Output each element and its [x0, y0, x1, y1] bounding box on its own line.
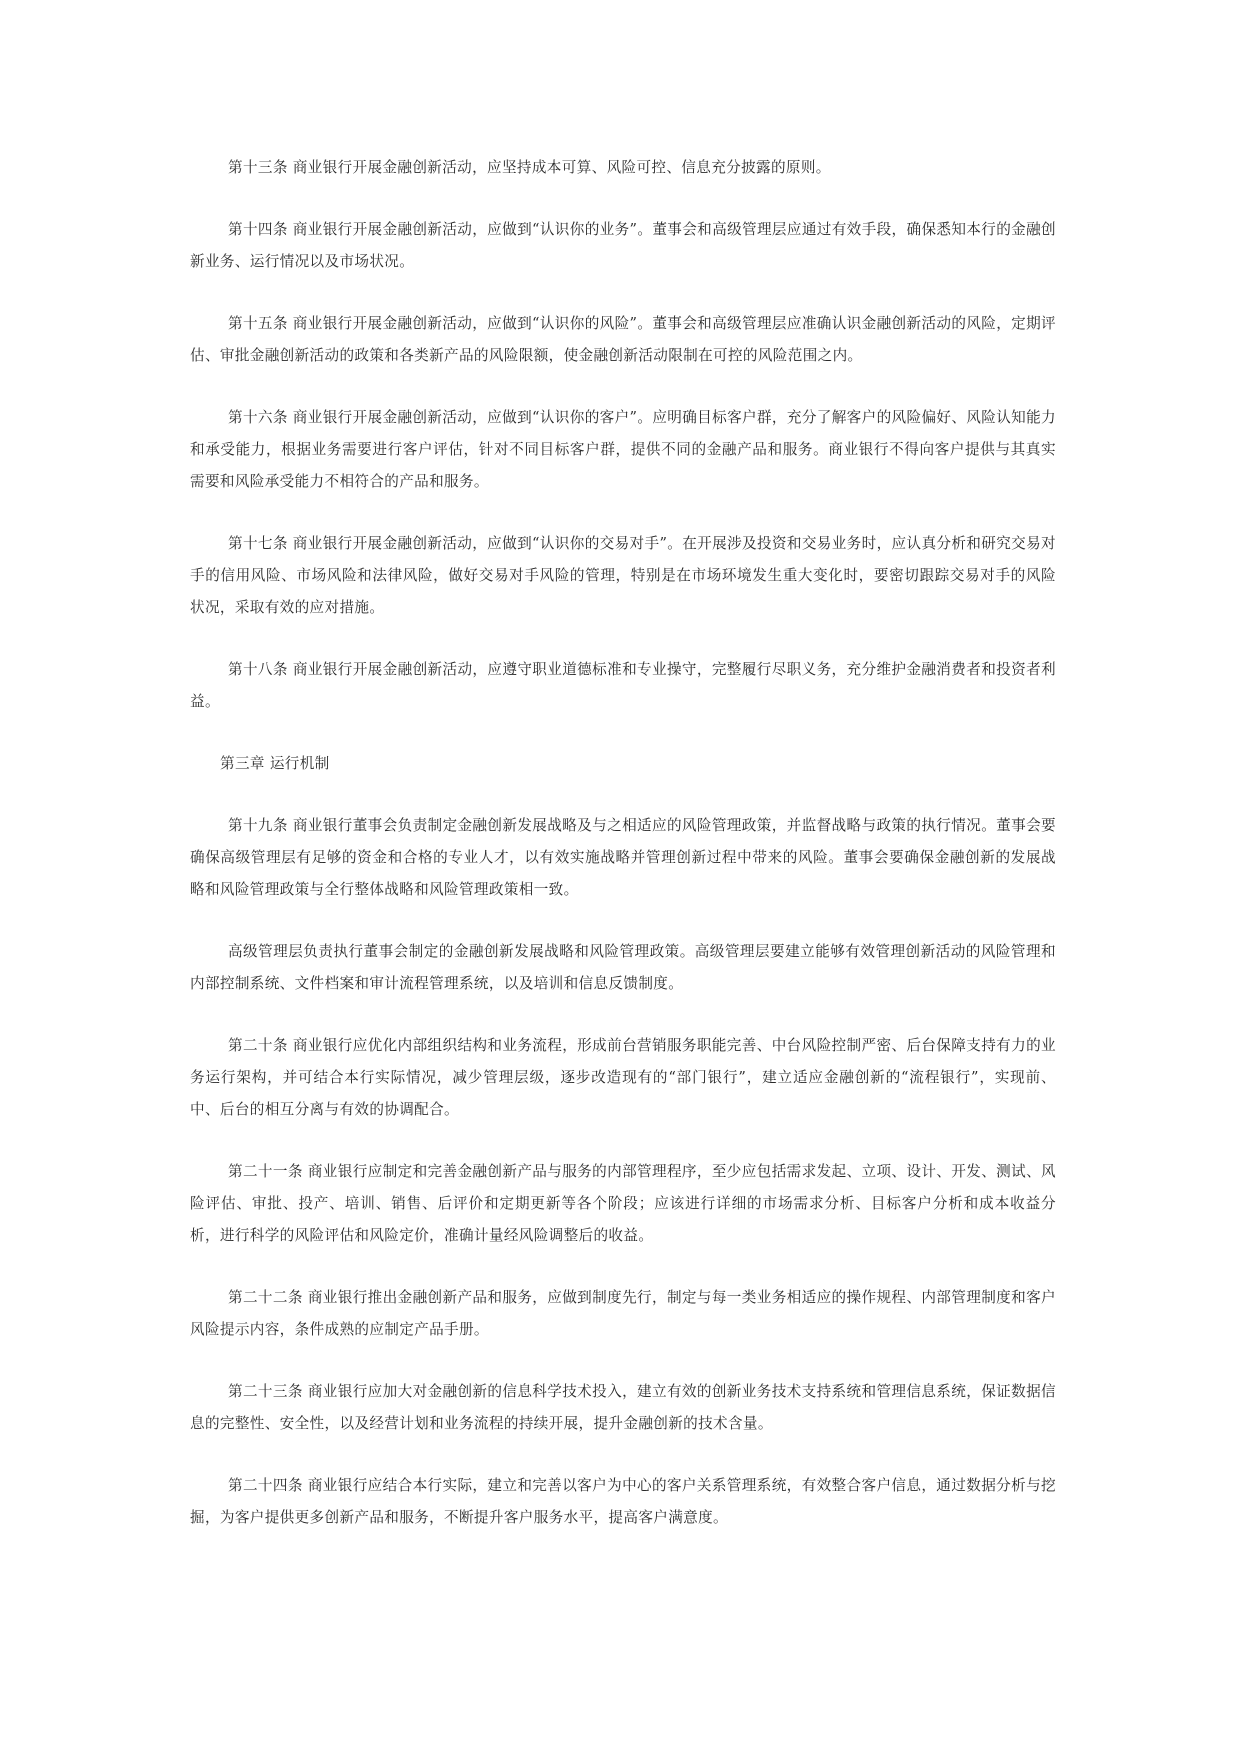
document-body	[190, 152, 1056, 1564]
article-19-paragraph-2: 高级管理层负责执行董事会制定的金融创新发展战略和风险管理政策。高级管理层要建立能够有效管理创新活动的风险管理和内部控制系统、文件档案和审计流程管理系统，以及培训和信息反馈制度。	[190, 943, 1056, 992]
article-13: 第十三条 商业银行开展金融创新活动，应坚持成本可算、风险可控、信息充分披露的原则。	[228, 159, 831, 176]
article-20: 第二十条 商业银行应优化内部组织结构和业务流程，形成前台营销服务职能完善、中台风险控制严密、后台保障支持有力的业务运行架构，并可结合本行实际情况，减少管理层级，逐步改造现有的“部门银行”，建立适应金融创新的“流程银行”，实现前、中、后台的相互分离与有效的协调配合。	[190, 1037, 1056, 1118]
article-21: 第二十一条 商业银行应制定和完善金融创新产品与服务的内部管理程序，至少应包括需求发起、立项、设计、开发、测试、风险评估、审批、投产、培训、销售、后评价和定期更新等各个阶段；应该进行详细的市场需求分析、目标客户分析和成本收益分析，进行科学的风险评估和风险定价，准确计量经风险调整后的收益。	[190, 1163, 1056, 1244]
article-24: 第二十四条 商业银行应结合本行实际，建立和完善以客户为中心的客户关系管理系统，有效整合客户信息，通过数据分析与挖掘，为客户提供更多创新产品和服务，不断提升客户服务水平，提高客户满意度。	[190, 1477, 1056, 1526]
article-22: 第二十二条 商业银行推出金融创新产品和服务，应做到制度先行，制定与每一类业务相适应的操作规程、内部管理制度和客户风险提示内容，条件成熟的应制定产品手册。	[190, 1289, 1056, 1338]
chapter-heading: 第三章 运行机制	[220, 755, 330, 772]
article-19: 第十九条 商业银行董事会负责制定金融创新发展战略及与之相适应的风险管理政策，并监督战略与政策的执行情况。董事会要确保高级管理层有足够的资金和合格的专业人才，以有效实施战略并管理创新过程中带来的风险。董事会要确保金融创新的发展战略和风险管理政策与全行整体战略和风险管理政策相一致。	[190, 817, 1056, 898]
article-16: 第十六条 商业银行开展金融创新活动，应做到“认识你的客户”。应明确目标客户群，充分了解客户的风险偏好、风险认知能力和承受能力，根据业务需要进行客户评估，针对不同目标客户群，提供不同的金融产品和服务。商业银行不得向客户提供与其真实需要和风险承受能力不相符合的产品和服务。	[190, 409, 1056, 490]
article-18: 第十八条 商业银行开展金融创新活动，应遵守职业道德标准和专业操守，完整履行尽职义务，充分维护金融消费者和投资者利益。	[190, 661, 1056, 710]
article-14: 第十四条 商业银行开展金融创新活动，应做到“认识你的业务”。董事会和高级管理层应通过有效手段，确保悉知本行的金融创新业务、运行情况以及市场状况。	[190, 221, 1056, 270]
article-17: 第十七条 商业银行开展金融创新活动，应做到“认识你的交易对手”。在开展涉及投资和交易业务时，应认真分析和研究交易对手的信用风险、市场风险和法律风险，做好交易对手风险的管理，特别是在市场环境发生重大变化时，要密切跟踪交易对手的风险状况，采取有效的应对措施。	[190, 535, 1056, 616]
article-15: 第十五条 商业银行开展金融创新活动，应做到“认识你的风险”。董事会和高级管理层应准确认识金融创新活动的风险，定期评估、审批金融创新活动的政策和各类新产品的风险限额，使金融创新活动限制在可控的风险范围之内。	[190, 315, 1056, 364]
article-23: 第二十三条 商业银行应加大对金融创新的信息科学技术投入，建立有效的创新业务技术支持系统和管理信息系统，保证数据信息的完整性、安全性，以及经营计划和业务流程的持续开展，提升金融创新的技术含量。	[190, 1383, 1056, 1432]
